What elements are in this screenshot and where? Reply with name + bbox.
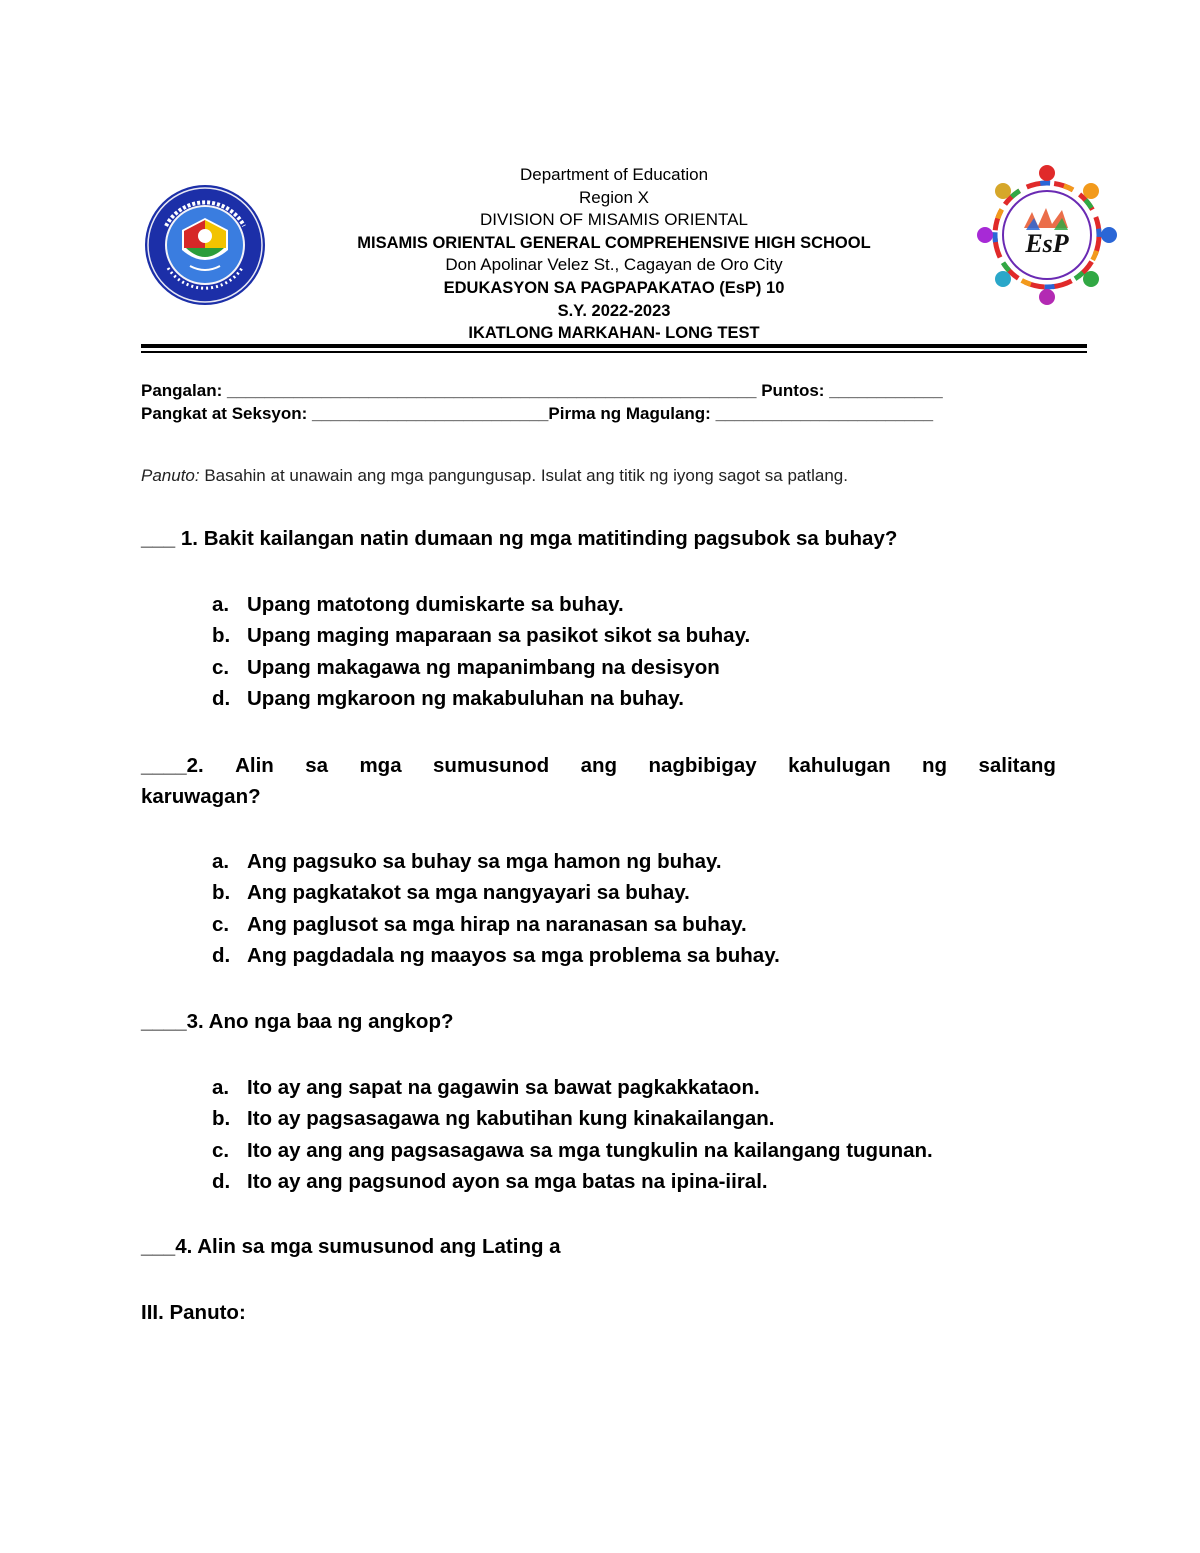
- option-letter: c.: [212, 655, 230, 679]
- option-text: Upang makagawa ng mapanimbang na desisyon: [247, 655, 720, 679]
- q2-word: salitang: [978, 754, 1056, 777]
- option-1b[interactable]: [212, 620, 750, 651]
- option-text: Upang mgkaroon ng makabuluhan na buhay.: [247, 686, 684, 710]
- option-text: Ito ay pagsasagawa ng kabutihan kung kinakailangan.: [247, 1107, 775, 1131]
- question-4: ___4. Alin sa mga sumusunod ang Lating a: [141, 1235, 561, 1258]
- subject-title: EDUKASYON SA PAGPAPAKATAO (EsP) 10: [443, 278, 785, 297]
- question-2-line-2: karuwagan?: [141, 785, 261, 808]
- option-text: Ito ay ang ang pagsasagawa sa mga tungkulin na kailangang tugunan.: [247, 1138, 933, 1162]
- q2-word: ng: [922, 754, 948, 777]
- section-label: Pangkat at Seksyon:: [141, 404, 308, 423]
- q2-word: sa: [305, 754, 329, 777]
- score-label: Puntos:: [761, 381, 825, 400]
- q2-word: ____2.: [141, 754, 204, 777]
- division-line: DIVISION OF MISAMIS ORIENTAL: [480, 210, 748, 230]
- option-letter: d.: [212, 943, 231, 967]
- esp-logo-text: EsP: [1025, 229, 1069, 258]
- option-text: Ito ay ang sapat na gagawin sa bawat pagkakkataon.: [247, 1076, 760, 1099]
- option-text: Ang pagkatakot sa mga nangyayari sa buhay.: [247, 881, 690, 905]
- option-2a[interactable]: [212, 846, 780, 877]
- option-letter: c.: [212, 912, 230, 936]
- question-2-options: [212, 846, 780, 971]
- option-text: Ang paglusot sa mga hirap na naranasan sa buhay.: [247, 912, 747, 936]
- option-text: Ang pagdadala ng maayos sa mga problema sa buhay.: [247, 943, 780, 967]
- student-info-fields: [141, 379, 943, 425]
- option-letter: b.: [212, 1107, 231, 1131]
- instructions: [141, 466, 848, 486]
- option-3c[interactable]: [212, 1135, 933, 1166]
- question-2-line-1: [141, 750, 1056, 781]
- q2-word: mga: [359, 754, 402, 777]
- exam-title: IKATLONG MARKAHAN- LONG TEST: [468, 324, 760, 343]
- name-row: [141, 379, 943, 402]
- question-3: ____3. Ano nga baa ng angkop?: [141, 1010, 454, 1033]
- question-1-options: [212, 589, 750, 714]
- question-1: ___ 1. Bakit kailangan natin dumaan ng mga matitinding pagsubok sa buhay?: [141, 527, 898, 550]
- name-label: Pangalan:: [141, 381, 223, 400]
- q2-word: sumusunod: [433, 754, 550, 777]
- header-divider-thin: [141, 351, 1087, 353]
- section-row: [141, 402, 943, 425]
- option-1a[interactable]: [212, 589, 750, 620]
- q2-word: kahulugan: [788, 754, 891, 777]
- esp-department-logo: [976, 164, 1118, 306]
- section-blank[interactable]: _________________________: [312, 404, 549, 423]
- header-divider-thick: [141, 344, 1087, 348]
- instructions-text: Basahin at unawain ang mga pangungusap. Isulat ang titik ng iyong sagot sa patlang.: [199, 466, 848, 485]
- option-text: Ang pagsuko sa buhay sa mga hamon ng buhay.: [247, 850, 722, 873]
- q2-word: nagbibigay: [648, 754, 757, 777]
- option-letter: a.: [212, 593, 230, 616]
- option-text: Upang maging maparaan sa pasikot sikot sa buhay.: [247, 624, 751, 648]
- school-name: MISAMIS ORIENTAL GENERAL COMPREHENSIVE HIGH SCHOOL: [357, 233, 871, 252]
- region-line: Region X: [579, 187, 649, 207]
- option-3a[interactable]: [212, 1072, 933, 1103]
- option-3b[interactable]: [212, 1103, 933, 1134]
- option-1d[interactable]: [212, 683, 750, 714]
- department-line: Department of Education: [519, 165, 709, 184]
- option-2c[interactable]: [212, 909, 780, 940]
- option-text: Ito ay ang pagsunod ayon sa mga batas na ipina-iiral.: [247, 1169, 768, 1193]
- q2-word: Alin: [235, 754, 274, 777]
- question-2: [141, 750, 1056, 812]
- signature-blank[interactable]: _______________________: [715, 404, 934, 423]
- option-letter: a.: [212, 1076, 230, 1099]
- school-address: Don Apolinar Velez St., Cagayan de Oro City: [445, 255, 783, 275]
- option-text: Upang matotong dumiskarte sa buhay.: [247, 593, 624, 616]
- option-letter: b.: [212, 881, 231, 905]
- q2-word: ang: [580, 754, 618, 777]
- option-1c[interactable]: [212, 652, 750, 683]
- score-blank[interactable]: ____________: [829, 381, 943, 400]
- section-3-heading: III. Panuto:: [141, 1301, 246, 1324]
- school-seal-logo: [144, 184, 266, 306]
- option-3d[interactable]: [212, 1166, 933, 1197]
- option-letter: a.: [212, 850, 230, 873]
- school-year: S.Y. 2022-2023: [557, 301, 671, 320]
- document-header: [300, 164, 928, 345]
- question-3-options: [212, 1072, 933, 1197]
- option-letter: b.: [212, 624, 231, 648]
- signature-label: Pirma ng Magulang:: [548, 404, 711, 423]
- instructions-label: Panuto:: [141, 466, 200, 485]
- option-2d[interactable]: [212, 940, 780, 971]
- name-blank[interactable]: ________________________________________________________: [226, 381, 757, 400]
- option-letter: c.: [212, 1138, 230, 1162]
- option-2b[interactable]: [212, 877, 780, 908]
- option-letter: d.: [212, 686, 231, 710]
- option-letter: d.: [212, 1169, 231, 1193]
